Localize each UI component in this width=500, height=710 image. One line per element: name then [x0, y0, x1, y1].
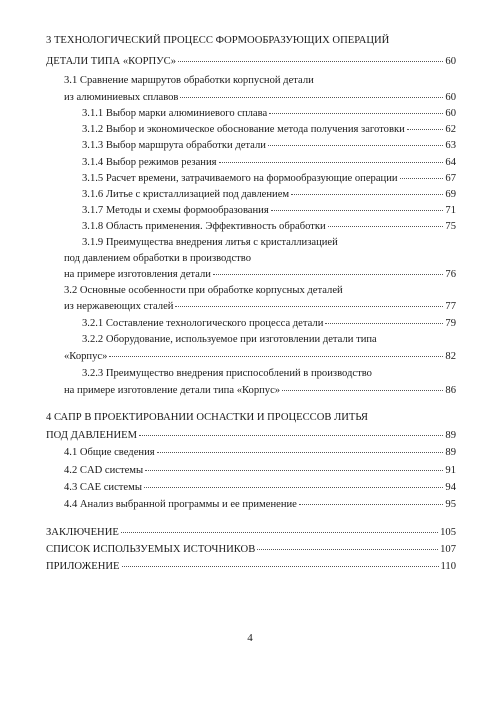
- leader-dots: [180, 97, 443, 98]
- toc-page-number: 60: [445, 92, 456, 103]
- toc-page-number: 107: [440, 544, 456, 555]
- toc-page-number: 62: [445, 124, 456, 135]
- leader-dots: [269, 113, 443, 114]
- toc-entry-text: на примере изготовления детали: [64, 269, 211, 280]
- toc-entry-chapter-3[interactable]: [46, 55, 456, 68]
- toc-entry-text: СПИСОК ИСПОЛЬЗУЕМЫХ ИСТОЧНИКОВ: [46, 544, 256, 555]
- toc-entry-3-2-1[interactable]: [82, 317, 456, 330]
- toc-page-number: 71: [445, 205, 456, 216]
- toc-page-number: 110: [440, 561, 456, 572]
- toc-section-3-1-title: 3.1 Сравнение маршрутов обработки корпусной детали: [64, 75, 314, 86]
- toc-entry-text: 4.2 CAD системы: [64, 465, 144, 476]
- toc-chapter-3-title: 3 ТЕХНОЛОГИЧЕСКИЙ ПРОЦЕСС ФОРМООБРАЗУЮЩИХ ОПЕРАЦИЙ: [46, 35, 390, 46]
- toc-page-number: 86: [445, 385, 456, 396]
- leader-dots: [145, 470, 443, 471]
- toc-entry-text: 3.1.6 Литье с кристаллизацией под давлением: [82, 189, 290, 200]
- toc-entry-chapter-4[interactable]: [46, 429, 456, 442]
- toc-entry-3-1-2[interactable]: [82, 123, 456, 136]
- toc-entry-text: 3.1.5 Расчет времени, затрачиваемого на формообразующие операции: [82, 173, 398, 184]
- toc-entry-text: 4.1 Общие сведения: [64, 447, 155, 458]
- toc-entry-3-2-3[interactable]: [64, 384, 456, 397]
- leader-dots: [282, 390, 443, 391]
- toc-section-3-2-2-title: 3.2.2 Оборудование, используемое при изготовлении детали типа: [82, 334, 377, 345]
- toc-entry-3-1-3[interactable]: [82, 139, 456, 152]
- toc-section-3-2-title: 3.2 Основные особенности при обработке корпусных деталей: [64, 285, 343, 296]
- leader-dots: [268, 145, 443, 146]
- toc-chapter-4-title: 4 САПР В ПРОЕКТИРОВАНИИ ОСНАСТКИ И ПРОЦЕССОВ ЛИТЬЯ: [46, 412, 368, 423]
- toc-entry-text: 3.1.7 Методы и схемы формообразования: [82, 205, 269, 216]
- toc-entry-4-3[interactable]: [64, 481, 456, 494]
- toc-entry-conclusion[interactable]: [46, 526, 456, 539]
- leader-dots: [109, 356, 443, 357]
- toc-page-number: 75: [445, 221, 456, 232]
- toc-entry-text: ДЕТАЛИ ТИПА «КОРПУС»: [46, 56, 177, 67]
- toc-page-number: 89: [445, 430, 456, 441]
- toc-section-3-2-3-title: 3.2.3 Преимущество внедрения приспособлений в производство: [82, 368, 372, 379]
- toc-entry-3-1-8[interactable]: [82, 220, 456, 233]
- toc-entry-text: 3.1.3 Выбор маршрута обработки детали: [82, 140, 266, 151]
- leader-dots: [271, 210, 444, 211]
- toc-page-number: 94: [445, 482, 456, 493]
- toc-entry-4-2[interactable]: [64, 464, 456, 477]
- toc-entry-text: на примере изготовление детали типа «Корпус»: [64, 385, 281, 396]
- toc-entry-3-1[interactable]: [64, 91, 456, 104]
- toc-entry-text: 3.2.1 Составление технологического процесса детали: [82, 318, 324, 329]
- leader-dots: [299, 504, 444, 505]
- toc-entry-text: 3.1.1 Выбор марки алюминиевого сплава: [82, 108, 268, 119]
- toc-page-number: 60: [445, 108, 456, 119]
- toc-entry-4-4[interactable]: [64, 498, 456, 511]
- toc-page-number: 63: [445, 140, 456, 151]
- toc-page-number: 77: [445, 301, 456, 312]
- toc-page-number: 79: [445, 318, 456, 329]
- leader-dots: [213, 274, 444, 275]
- toc-page-number: 105: [440, 527, 456, 538]
- toc-page-number: 91: [445, 465, 456, 476]
- toc-entry-3-2[interactable]: [64, 300, 456, 313]
- leader-dots: [407, 129, 444, 130]
- toc-entry-text: 3.1.8 Область применения. Эффективность обработки: [82, 221, 326, 232]
- toc-entry-4-1[interactable]: [64, 446, 456, 459]
- toc-entry-text: 3.1.4 Выбор режимов резания: [82, 157, 217, 168]
- leader-dots: [175, 306, 443, 307]
- page-number: 4: [247, 632, 253, 644]
- toc-page-number: 64: [445, 157, 456, 168]
- toc-entry-3-1-7[interactable]: [82, 204, 456, 217]
- toc-section-3-1-9-title: 3.1.9 Преимущества внедрения литья с кристаллизацией: [82, 237, 338, 248]
- toc-entry-3-1-1[interactable]: [82, 107, 456, 120]
- toc-page-number: 76: [445, 269, 456, 280]
- leader-dots: [122, 566, 439, 567]
- toc-page-number: 60: [445, 56, 456, 67]
- toc-page-number: 67: [445, 173, 456, 184]
- toc-page-number: 95: [445, 499, 456, 510]
- leader-dots: [144, 487, 443, 488]
- toc-entry-appendix[interactable]: [46, 560, 456, 573]
- leader-dots: [121, 532, 438, 533]
- toc-entry-sources[interactable]: [46, 543, 456, 556]
- toc-entry-text: из нержавеющих сталей: [64, 301, 174, 312]
- leader-dots: [178, 61, 443, 62]
- toc-entry-text: из алюминиевых сплавов: [64, 92, 179, 103]
- toc-entry-text: «Корпус»: [64, 351, 108, 362]
- leader-dots: [325, 323, 443, 324]
- toc-entry-3-1-4[interactable]: [82, 156, 456, 169]
- toc-entry-text: 3.1.2 Выбор и экономическое обоснование метода получения заготовки: [82, 124, 405, 135]
- toc-entry-text: 4.4 Анализ выбранной программы и ее применение: [64, 499, 297, 510]
- toc-entry-text: ПОД ДАВЛЕНИЕМ: [46, 430, 138, 441]
- leader-dots: [139, 435, 443, 436]
- toc-entry-3-2-2[interactable]: [64, 350, 456, 363]
- leader-dots: [157, 452, 444, 453]
- toc-entry-text: ПРИЛОЖЕНИЕ: [46, 561, 120, 572]
- toc-page-number: 82: [445, 351, 456, 362]
- leader-dots: [400, 178, 444, 179]
- toc-entry-3-1-6[interactable]: [82, 188, 456, 201]
- toc-entry-3-1-5[interactable]: [82, 172, 456, 185]
- toc-entry-3-1-9[interactable]: [64, 268, 456, 281]
- toc-section-3-1-9-title-cont: под давлением обработки в производство: [64, 253, 251, 264]
- leader-dots: [328, 226, 444, 227]
- toc-page-number: 69: [445, 189, 456, 200]
- toc-page-number: 89: [445, 447, 456, 458]
- leader-dots: [219, 162, 444, 163]
- leader-dots: [257, 549, 438, 550]
- toc-entry-text: 4.3 CAE системы: [64, 482, 142, 493]
- leader-dots: [291, 194, 443, 195]
- toc-entry-text: ЗАКЛЮЧЕНИЕ: [46, 527, 119, 538]
